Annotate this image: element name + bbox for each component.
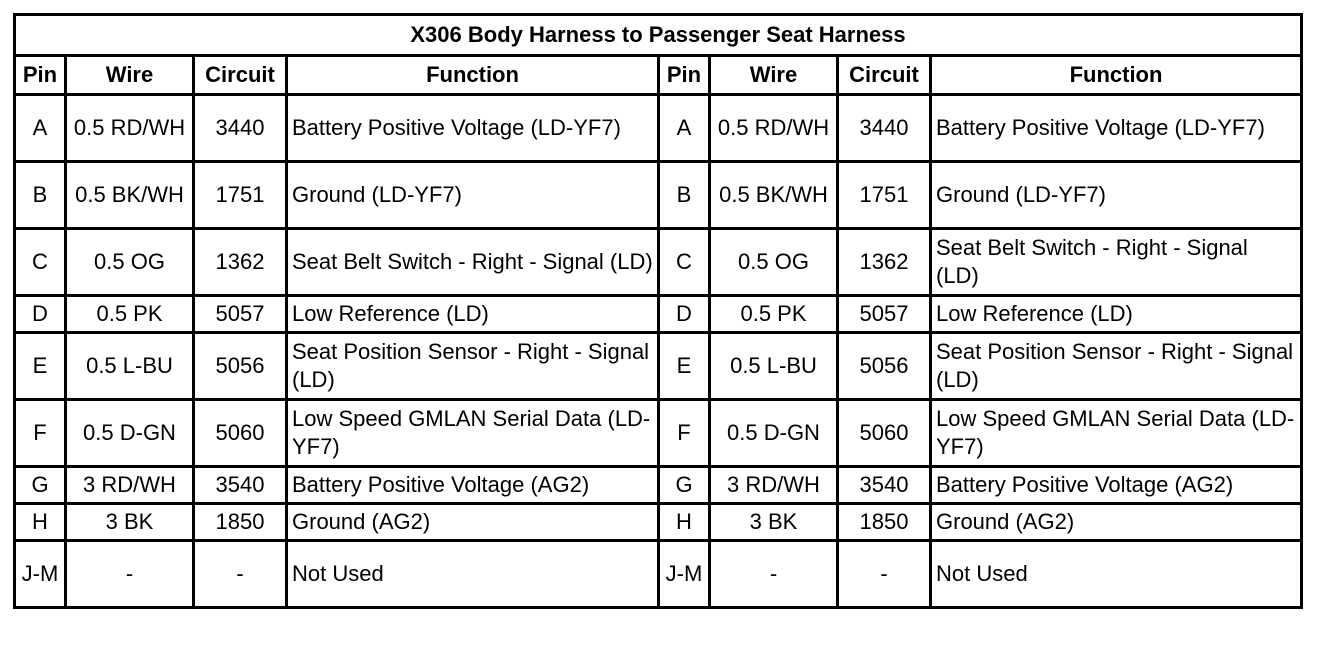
pin-cell: J-M xyxy=(15,541,66,608)
function-cell: Not Used xyxy=(287,541,659,608)
table-row xyxy=(15,95,1302,162)
header-function: Function xyxy=(931,56,1302,95)
connector-pinout-table xyxy=(13,13,1303,609)
wire-cell: 0.5 RD/WH xyxy=(710,95,838,162)
table-row xyxy=(15,296,1302,333)
function-cell: Ground (AG2) xyxy=(931,504,1302,541)
header-pin: Pin xyxy=(15,56,66,95)
pin-cell: J-M xyxy=(659,541,710,608)
function-cell: Battery Positive Voltage (LD-YF7) xyxy=(931,95,1302,162)
pin-cell: G xyxy=(659,467,710,504)
circuit-cell: 3540 xyxy=(838,467,931,504)
function-cell: Ground (AG2) xyxy=(287,504,659,541)
circuit-cell: 1362 xyxy=(194,229,287,296)
circuit-cell: 1362 xyxy=(838,229,931,296)
table-row xyxy=(15,541,1302,608)
wire-cell: 0.5 OG xyxy=(710,229,838,296)
circuit-cell: 5057 xyxy=(194,296,287,333)
header-circuit: Circuit xyxy=(838,56,931,95)
wire-cell: 0.5 PK xyxy=(710,296,838,333)
function-cell: Seat Position Sensor - Right - Signal (LD) xyxy=(287,333,659,400)
pin-cell: B xyxy=(659,162,710,229)
pin-cell: C xyxy=(659,229,710,296)
header-function: Function xyxy=(287,56,659,95)
function-cell: Seat Position Sensor - Right - Signal (LD) xyxy=(931,333,1302,400)
circuit-cell: 5060 xyxy=(838,400,931,467)
pin-cell: E xyxy=(659,333,710,400)
circuit-cell: 1751 xyxy=(194,162,287,229)
circuit-cell: 1751 xyxy=(838,162,931,229)
table-row xyxy=(15,400,1302,467)
wire-cell: 3 RD/WH xyxy=(710,467,838,504)
function-cell: Battery Positive Voltage (AG2) xyxy=(931,467,1302,504)
table-row xyxy=(15,504,1302,541)
function-cell: Low Reference (LD) xyxy=(931,296,1302,333)
pin-cell: G xyxy=(15,467,66,504)
wire-cell: - xyxy=(710,541,838,608)
table-title: X306 Body Harness to Passenger Seat Harness xyxy=(15,15,1302,56)
circuit-cell: 3440 xyxy=(194,95,287,162)
wire-cell: 0.5 D-GN xyxy=(710,400,838,467)
table-row xyxy=(15,162,1302,229)
circuit-cell: - xyxy=(194,541,287,608)
table-row xyxy=(15,333,1302,400)
wire-cell: 0.5 L-BU xyxy=(710,333,838,400)
function-cell: Low Speed GMLAN Serial Data (LD-YF7) xyxy=(931,400,1302,467)
pin-cell: A xyxy=(15,95,66,162)
function-cell: Seat Belt Switch - Right - Signal (LD) xyxy=(287,229,659,296)
header-circuit: Circuit xyxy=(194,56,287,95)
wire-cell: 3 BK xyxy=(66,504,194,541)
pin-cell: F xyxy=(659,400,710,467)
wire-cell: 0.5 D-GN xyxy=(66,400,194,467)
function-cell: Ground (LD-YF7) xyxy=(931,162,1302,229)
pin-cell: B xyxy=(15,162,66,229)
function-cell: Not Used xyxy=(931,541,1302,608)
pin-cell: H xyxy=(15,504,66,541)
pin-cell: C xyxy=(15,229,66,296)
connector-table-container xyxy=(13,13,1303,609)
circuit-cell: 3540 xyxy=(194,467,287,504)
circuit-cell: 5056 xyxy=(194,333,287,400)
header-wire: Wire xyxy=(66,56,194,95)
pin-cell: A xyxy=(659,95,710,162)
circuit-cell: 1850 xyxy=(838,504,931,541)
table-row xyxy=(15,467,1302,504)
wire-cell: 3 BK xyxy=(710,504,838,541)
pin-cell: E xyxy=(15,333,66,400)
wire-cell: 0.5 BK/WH xyxy=(66,162,194,229)
header-wire: Wire xyxy=(710,56,838,95)
header-row xyxy=(15,56,1302,95)
header-pin: Pin xyxy=(659,56,710,95)
pin-cell: D xyxy=(15,296,66,333)
wire-cell: 0.5 OG xyxy=(66,229,194,296)
function-cell: Ground (LD-YF7) xyxy=(287,162,659,229)
circuit-cell: 5060 xyxy=(194,400,287,467)
pin-cell: H xyxy=(659,504,710,541)
function-cell: Seat Belt Switch - Right - Signal (LD) xyxy=(931,229,1302,296)
circuit-cell: - xyxy=(838,541,931,608)
function-cell: Low Reference (LD) xyxy=(287,296,659,333)
wire-cell: 0.5 L-BU xyxy=(66,333,194,400)
table-row xyxy=(15,229,1302,296)
pin-cell: F xyxy=(15,400,66,467)
circuit-cell: 3440 xyxy=(838,95,931,162)
wire-cell: 0.5 RD/WH xyxy=(66,95,194,162)
function-cell: Battery Positive Voltage (LD-YF7) xyxy=(287,95,659,162)
function-cell: Battery Positive Voltage (AG2) xyxy=(287,467,659,504)
pin-cell: D xyxy=(659,296,710,333)
wire-cell: 0.5 BK/WH xyxy=(710,162,838,229)
circuit-cell: 5056 xyxy=(838,333,931,400)
function-cell: Low Speed GMLAN Serial Data (LD-YF7) xyxy=(287,400,659,467)
circuit-cell: 5057 xyxy=(838,296,931,333)
wire-cell: - xyxy=(66,541,194,608)
wire-cell: 0.5 PK xyxy=(66,296,194,333)
wire-cell: 3 RD/WH xyxy=(66,467,194,504)
circuit-cell: 1850 xyxy=(194,504,287,541)
